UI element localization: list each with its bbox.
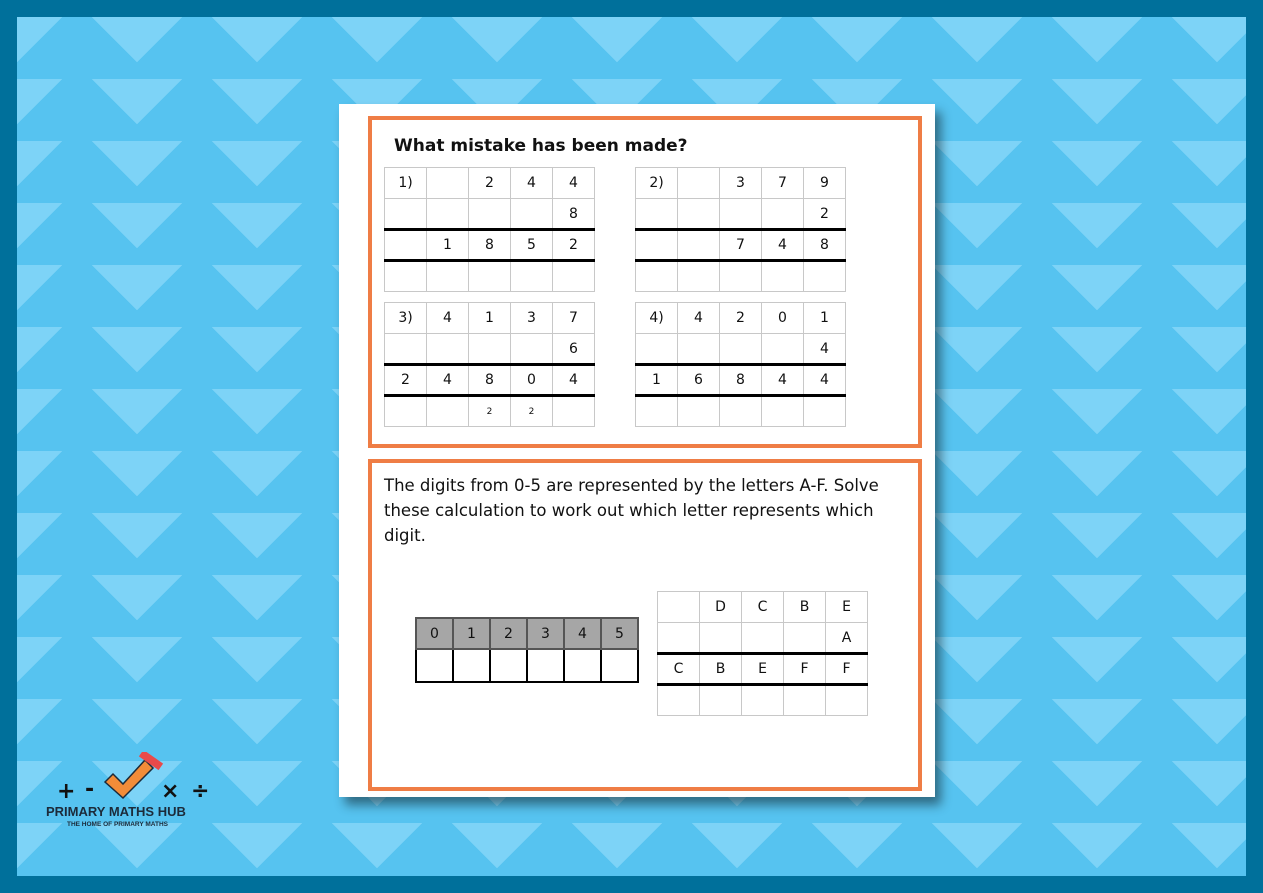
grid-cell (553, 396, 595, 427)
grid-cell: E (742, 654, 784, 685)
grid-cell: 1 (636, 365, 678, 396)
grid-cell: 4 (762, 230, 804, 261)
grid-cell (762, 334, 804, 365)
svg-text:×: × (161, 779, 180, 804)
grid-cell (784, 623, 826, 654)
grid-cell (658, 623, 700, 654)
grid-cell: 2 (804, 199, 846, 230)
grid-cell (427, 168, 469, 199)
logo-graphic (43, 752, 223, 804)
grid-cell (469, 199, 511, 230)
grid-cell: 4 (511, 168, 553, 199)
grid-cell (658, 685, 700, 716)
grid-cell (427, 396, 469, 427)
key-answer-cell (416, 649, 453, 682)
grid-cell: 1) (385, 168, 427, 199)
grid-cell (636, 334, 678, 365)
key-digit: 5 (601, 618, 638, 649)
letter-code-section (368, 459, 922, 791)
grid-cell: 4 (427, 365, 469, 396)
grid-cell: C (658, 654, 700, 685)
grid-cell (804, 261, 846, 292)
grid-cell (742, 685, 784, 716)
grid-cell (636, 199, 678, 230)
grid-cell (658, 592, 700, 623)
grid-cell: 5 (511, 230, 553, 261)
key-digit: 3 (527, 618, 564, 649)
grid-cell: 8 (720, 365, 762, 396)
grid-cell: 3 (720, 168, 762, 199)
grid-cell (720, 334, 762, 365)
grid-cell: 1 (469, 303, 511, 334)
grid-cell (762, 199, 804, 230)
grid-cell: 0 (511, 365, 553, 396)
grid-cell: B (784, 592, 826, 623)
grid-cell (385, 334, 427, 365)
grid-cell: 2 (553, 230, 595, 261)
grid-cell: 3 (511, 303, 553, 334)
grid-cell: 8 (553, 199, 595, 230)
grid-cell: 7 (762, 168, 804, 199)
grid-cell: E (826, 592, 868, 623)
key-answer-cell (527, 649, 564, 682)
grid-cell: 2 (385, 365, 427, 396)
check-icon (105, 760, 153, 798)
grid-cell (784, 685, 826, 716)
grid-cell (804, 396, 846, 427)
grid-cell: 6 (553, 334, 595, 365)
grid-cell: 4) (636, 303, 678, 334)
key-answer-cell (453, 649, 490, 682)
grid-cell: 4 (804, 365, 846, 396)
grid-cell (636, 261, 678, 292)
key-digit: 2 (490, 618, 527, 649)
problem-4-grid (635, 302, 846, 427)
grid-cell: 3) (385, 303, 427, 334)
grid-cell (511, 261, 553, 292)
key-digit: 4 (564, 618, 601, 649)
grid-cell: C (742, 592, 784, 623)
grid-cell: 1 (427, 230, 469, 261)
key-answer-cell (490, 649, 527, 682)
grid-cell (678, 334, 720, 365)
grid-cell (385, 230, 427, 261)
grid-cell (469, 261, 511, 292)
grid-cell: 2) (636, 168, 678, 199)
grid-cell: F (826, 654, 868, 685)
grid-cell (553, 261, 595, 292)
grid-cell (678, 168, 720, 199)
grid-cell: 4 (553, 168, 595, 199)
key-digit: 0 (416, 618, 453, 649)
grid-cell (700, 685, 742, 716)
carry-digit: 2 (469, 396, 511, 427)
grid-cell (427, 334, 469, 365)
grid-cell: 4 (678, 303, 720, 334)
grid-cell (385, 261, 427, 292)
grid-cell (720, 261, 762, 292)
grid-cell (762, 261, 804, 292)
grid-cell (427, 199, 469, 230)
problem-1-grid (384, 167, 595, 292)
carry-digit: 2 (511, 396, 553, 427)
grid-cell: 4 (427, 303, 469, 334)
digit-key-table (415, 617, 639, 683)
grid-cell: 2 (720, 303, 762, 334)
key-answer-cell (564, 649, 601, 682)
grid-cell (762, 396, 804, 427)
worksheet (339, 104, 935, 797)
logo-tagline: THE HOME OF PRIMARY MATHS (67, 821, 168, 828)
grid-cell (385, 199, 427, 230)
grid-cell (385, 396, 427, 427)
grid-cell: 4 (804, 334, 846, 365)
grid-cell: 2 (469, 168, 511, 199)
grid-cell (720, 396, 762, 427)
grid-cell (511, 199, 553, 230)
grid-cell: 8 (469, 230, 511, 261)
grid-cell (469, 334, 511, 365)
grid-cell: D (700, 592, 742, 623)
grid-cell: B (700, 654, 742, 685)
grid-cell (720, 199, 762, 230)
grid-cell (636, 230, 678, 261)
logo-name: PRIMARY MATHS HUB (46, 804, 186, 819)
grid-cell: 6 (678, 365, 720, 396)
key-digit: 1 (453, 618, 490, 649)
grid-cell (678, 199, 720, 230)
grid-cell (678, 230, 720, 261)
grid-cell: 7 (720, 230, 762, 261)
primary-maths-hub-logo (43, 752, 223, 842)
problem-2-grid (635, 167, 846, 292)
svg-text:÷: ÷ (191, 779, 210, 804)
grid-cell: 4 (553, 365, 595, 396)
grid-cell: 4 (762, 365, 804, 396)
grid-cell (427, 261, 469, 292)
letter-calc-grid (657, 591, 868, 716)
grid-cell (636, 396, 678, 427)
problem-3-grid (384, 302, 595, 427)
section-heading: What mistake has been made? (394, 136, 688, 156)
svg-text:-: - (85, 777, 95, 802)
instructions-text: The digits from 0-5 are represented by the letters A-F. Solve these calculation to work out which letter represents which digit. (384, 476, 879, 545)
grid-cell (678, 261, 720, 292)
grid-cell: 8 (469, 365, 511, 396)
grid-cell (511, 334, 553, 365)
mistake-section (368, 116, 922, 448)
grid-cell: 7 (553, 303, 595, 334)
background-frame (17, 17, 1246, 876)
grid-cell (678, 396, 720, 427)
svg-text:+: + (57, 779, 76, 804)
grid-cell: 1 (804, 303, 846, 334)
key-answer-cell (601, 649, 638, 682)
grid-cell (700, 623, 742, 654)
grid-cell (742, 623, 784, 654)
grid-cell (826, 685, 868, 716)
grid-cell: 9 (804, 168, 846, 199)
grid-cell: 8 (804, 230, 846, 261)
grid-cell: 0 (762, 303, 804, 334)
grid-cell: A (826, 623, 868, 654)
grid-cell: F (784, 654, 826, 685)
